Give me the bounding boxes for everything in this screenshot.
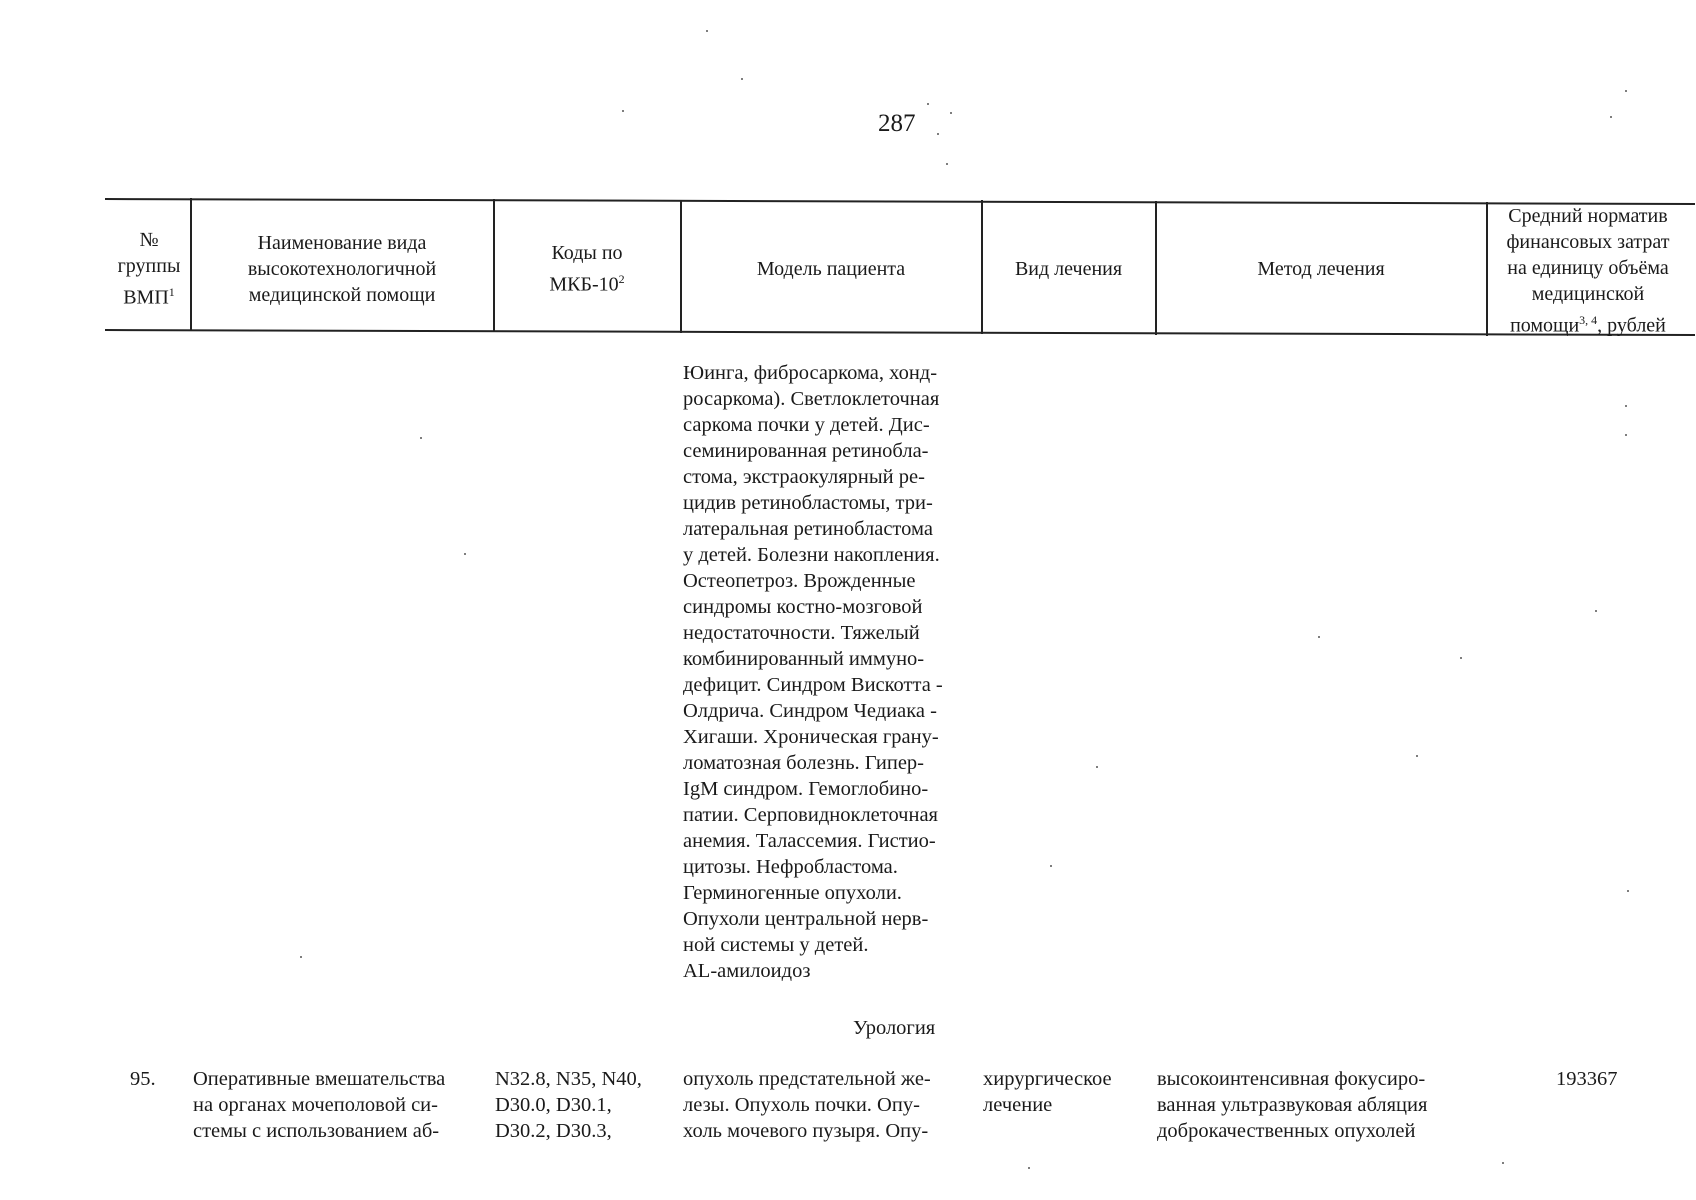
row-treatment-method: высокоинтенсивная фокусиро- ванная ультразвуковая абляция доброкачественных опухолей — [1157, 1068, 1428, 1142]
scan-speck — [1595, 610, 1597, 612]
header-group-number: № группы ВМП$^1$ — [117, 229, 181, 309]
scan-speck — [946, 163, 948, 165]
scan-speck — [1502, 1162, 1504, 1164]
row-treatment-type: хирургическое лечение — [983, 1068, 1112, 1116]
patient-model-continued: Юинга, фибросаркома, хонд- росаркома). Светлоклеточная саркома почки у детей. Дис- семинированная ретинобла- стома, экстраокулярный ре- цидив ретинобластомы, три- латеральная ретинобластома у детей. Болезни накопления. Остеопетроз. Врожденные синдромы костно-мозговой недостаточности. Тяжелый комбинированный иммуно- дефицит. Синдром Вискотта - Олдрича. Синдром Чедиака - Хигаши. Хроническая грану- ломатозная болезнь. Гипер- IgM синдром. Гемоглобино- патии. Серповидноклеточная анемия. Талассемия. Гистио- цитозы. Нефробластома. Герминогенные опухоли. Опухоли центральной нерв- ной системы у детей. AL-амилоидоз — [683, 362, 943, 982]
scan-speck — [927, 103, 929, 105]
scan-speck — [1627, 890, 1629, 892]
scan-speck — [1028, 1167, 1030, 1169]
header-average-cost: Средний норматив финансовых затрат на единицу объёма медицинской помощи$^{3, 4}$, рублей — [1506, 205, 1670, 337]
scan-speck — [950, 112, 952, 114]
scan-speck — [1610, 116, 1612, 118]
page-number: 287 — [878, 110, 916, 137]
scan-speck — [1318, 636, 1320, 638]
scan-speck — [1460, 657, 1462, 659]
row-care-name: Оперативные вмешательства на органах мочеполовой си- стемы с использованием аб- — [193, 1068, 446, 1142]
scan-speck — [1050, 865, 1052, 867]
scan-speck — [1625, 434, 1627, 436]
row-patient-model: опухоль предстательной же- лезы. Опухоль почки. Опу- холь мочевого пузыря. Опу- — [683, 1068, 931, 1142]
section-title: Урология — [853, 1017, 936, 1039]
header-icd-codes: Коды по МКБ-$10^2$ — [549, 242, 625, 296]
scan-speck — [937, 133, 939, 135]
scan-speck — [706, 30, 708, 32]
header-treatment-method: Метод лечения — [1257, 258, 1385, 280]
scan-speck — [622, 110, 624, 112]
scan-speck — [1625, 90, 1627, 92]
scan-speck — [741, 78, 743, 80]
scan-speck — [1096, 766, 1098, 768]
row-icd-codes: N32.8, N35, N40, D30.0, D30.1, D30.2, D30.3, — [495, 1068, 642, 1142]
scan-speck — [420, 437, 422, 439]
header-patient-model: Модель пациента — [756, 258, 906, 280]
row-average-cost: 193367 — [1556, 1068, 1618, 1090]
header-treatment-type: Вид лечения — [1014, 258, 1123, 280]
header-care-type: Наименование вида высокотехнологичной медицинской помощи — [247, 232, 437, 306]
scan-speck — [464, 553, 466, 555]
row-number: 95. — [130, 1068, 156, 1090]
scan-speck — [1416, 755, 1418, 757]
scan-speck — [300, 956, 302, 958]
scan-speck — [1625, 405, 1627, 407]
